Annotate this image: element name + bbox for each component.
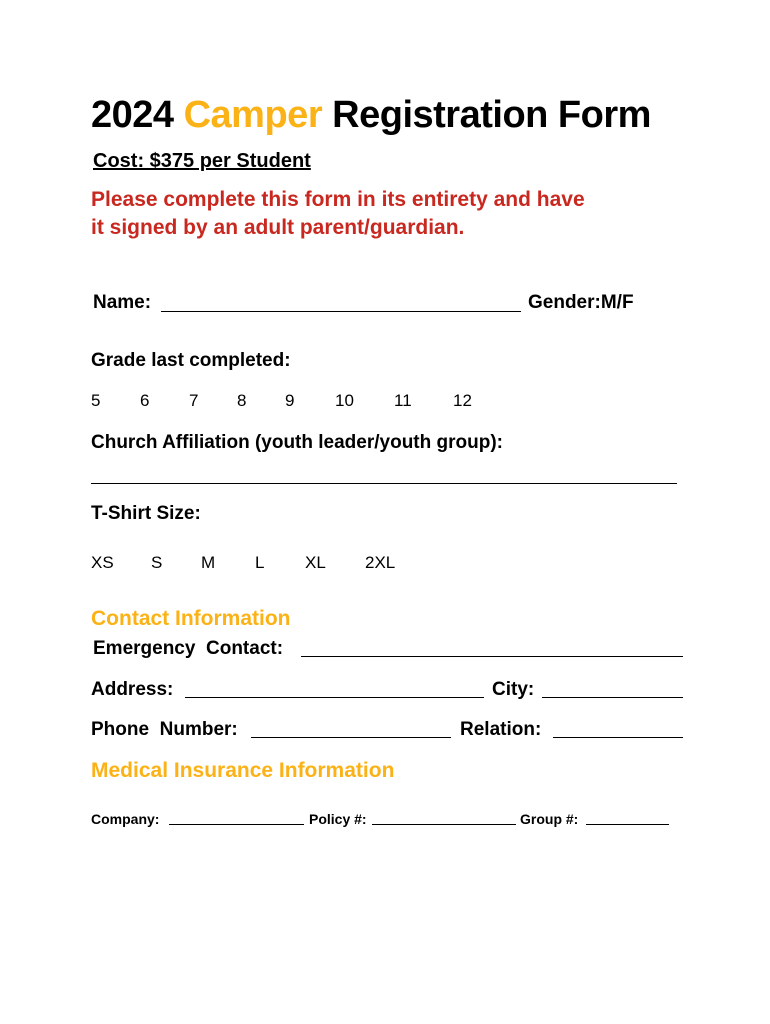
- grade-option-8[interactable]: 8: [237, 391, 247, 410]
- grade-option-7[interactable]: 7: [189, 391, 199, 410]
- tshirt-label: T-Shirt Size:: [91, 503, 201, 524]
- church-field[interactable]: [91, 465, 677, 484]
- grade-label: Grade last completed:: [91, 350, 291, 371]
- city-field[interactable]: [542, 679, 683, 698]
- title-highlight: Camper: [183, 94, 323, 136]
- church-label: Church Affiliation (youth leader/youth group):: [91, 432, 503, 453]
- instructions-line-2: it signed by an adult parent/guardian.: [91, 216, 465, 239]
- company-label: Company:: [91, 811, 160, 827]
- relation-label: Relation:: [460, 719, 542, 740]
- contact-heading: Contact Information: [91, 607, 291, 630]
- emergency-contact-label: Emergency Contact:: [93, 638, 284, 659]
- instructions: [91, 186, 585, 242]
- group-label: Group #:: [520, 811, 579, 827]
- emergency-contact-field[interactable]: [301, 638, 683, 657]
- medical-heading: Medical Insurance Information: [91, 759, 395, 782]
- grade-option-6[interactable]: 6: [140, 391, 150, 410]
- policy-label: Policy #:: [309, 811, 367, 827]
- phone-field[interactable]: [251, 719, 451, 738]
- grade-option-5[interactable]: 5: [91, 391, 101, 410]
- relation-field[interactable]: [553, 719, 683, 738]
- name-label: Name:: [93, 292, 152, 313]
- address-label: Address:: [91, 679, 174, 700]
- group-field[interactable]: [586, 810, 669, 825]
- grade-option-12[interactable]: 12: [453, 391, 472, 410]
- tshirt-option-xl[interactable]: XL: [305, 553, 326, 572]
- company-field[interactable]: [169, 810, 304, 825]
- title-rest: Registration Form: [332, 94, 651, 136]
- name-field[interactable]: [161, 293, 521, 312]
- gender-label: Gender:M/F: [528, 292, 634, 313]
- address-field[interactable]: [185, 679, 484, 698]
- page-title: [91, 94, 651, 137]
- city-label: City:: [492, 679, 535, 700]
- title-year: 2024: [91, 94, 174, 136]
- tshirt-option-s[interactable]: S: [151, 553, 163, 572]
- phone-label: Phone Number:: [91, 719, 238, 740]
- tshirt-option-xs[interactable]: XS: [91, 553, 114, 572]
- cost-text: Cost: $375 per Student: [93, 150, 311, 172]
- grade-option-11[interactable]: 11: [394, 391, 412, 410]
- tshirt-option-m[interactable]: M: [201, 553, 216, 572]
- policy-field[interactable]: [372, 810, 516, 825]
- grade-option-10[interactable]: 10: [335, 391, 354, 410]
- tshirt-option-2xl[interactable]: 2XL: [365, 553, 396, 572]
- instructions-line-1: Please complete this form in its entirety and have: [91, 188, 585, 211]
- tshirt-option-l[interactable]: L: [255, 553, 265, 572]
- grade-option-9[interactable]: 9: [285, 391, 295, 410]
